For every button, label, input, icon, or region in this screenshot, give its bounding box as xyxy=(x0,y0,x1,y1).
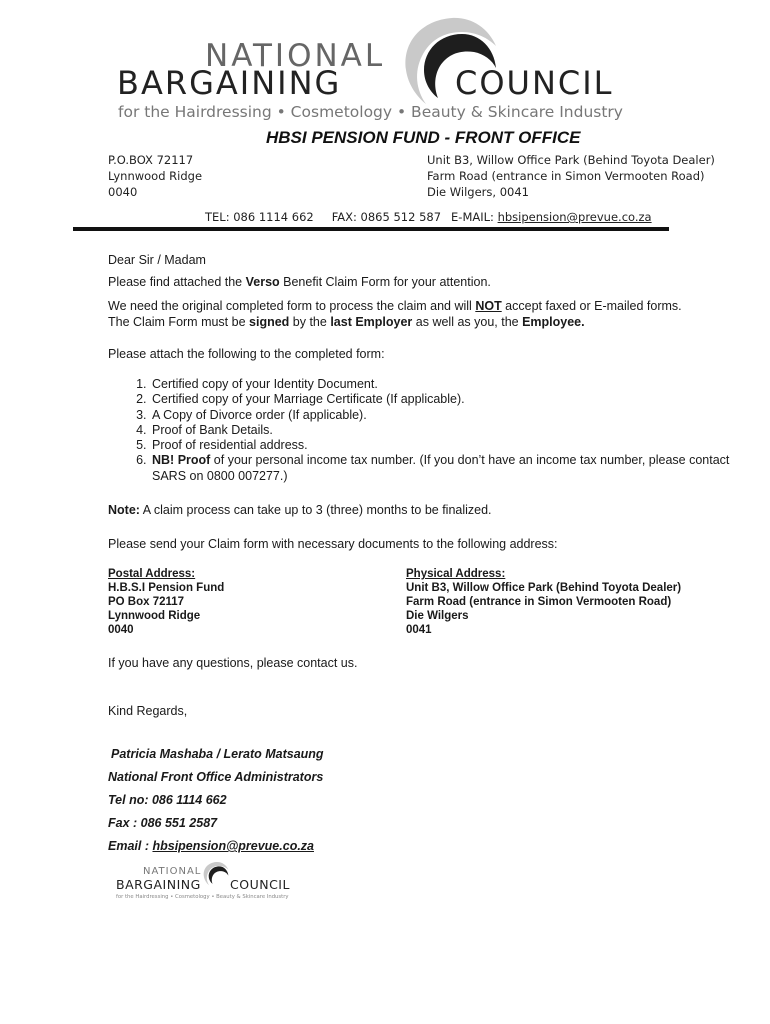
footer-logo-bargaining: BARGAINING xyxy=(116,877,201,892)
footer-logo-council: COUNCIL xyxy=(230,877,290,892)
attach-intro: Please attach the following to the completed form: xyxy=(108,347,385,361)
paragraph-original-form xyxy=(108,298,728,314)
header-contact-line xyxy=(205,210,652,224)
header-address-line: 0040 xyxy=(108,185,138,199)
header-tel: TEL: 086 1114 662 xyxy=(205,210,314,224)
text-span: as well as you, the xyxy=(412,315,523,329)
logo-council-text: COUNCIL xyxy=(455,64,614,102)
header-physical-address xyxy=(427,152,715,200)
logo-national-text: NATIONAL xyxy=(205,38,386,74)
text-bold: Verso xyxy=(245,275,280,289)
note-text: A claim process can take up to 3 (three) months to be finalized. xyxy=(139,503,492,517)
list-item: 3. A Copy of Divorce order (If applicable). xyxy=(150,408,755,423)
address-line: Lynnwood Ridge xyxy=(108,610,201,622)
header-divider xyxy=(73,227,669,231)
address-line: PO Box 72117 xyxy=(108,596,185,608)
logo-bargaining-text: BARGAINING xyxy=(117,64,342,102)
text-bold: Employee. xyxy=(522,315,585,329)
physical-address-heading: Physical Address: xyxy=(406,568,506,580)
paragraph-signed xyxy=(108,314,728,330)
footer-swoosh-logo-icon xyxy=(200,858,230,890)
header-address-line: Die Wilgers, 0041 xyxy=(427,185,529,199)
header-fax: FAX: 0865 512 587 xyxy=(331,210,442,224)
text-span: Please find attached the xyxy=(108,275,246,289)
footer-logo-subtitle: for the Hairdressing • Cosmetology • Beauty & Skincare Industry xyxy=(116,894,289,900)
list-item: 1. Certified copy of your Identity Document. xyxy=(150,377,755,392)
page-title: HBSI PENSION FUND - FRONT OFFICE xyxy=(266,128,581,147)
text-bold: NB! Proof xyxy=(152,453,211,468)
paragraph-attached xyxy=(108,274,728,290)
header-address-line: Unit B3, Willow Office Park (Behind Toyota Dealer) xyxy=(427,153,715,167)
signatory-email-line xyxy=(108,839,314,853)
text-span: accept faxed or E-mailed forms. xyxy=(501,299,682,313)
text-span: Benefit Claim Form for your attention. xyxy=(279,275,491,289)
text-bold-underlined: NOT xyxy=(475,299,502,313)
header-email-label: E-MAIL: xyxy=(451,210,494,224)
postal-address-block xyxy=(108,567,224,637)
note-label: Note: xyxy=(108,503,140,517)
signatory-email-link[interactable]: hbsipension@prevue.co.za xyxy=(152,839,314,853)
text-bold: last Employer xyxy=(330,315,413,329)
signatory-fax: Fax : 086 551 2587 xyxy=(108,816,218,830)
list-item xyxy=(150,453,755,484)
list-item: 2. Certified copy of your Marriage Certificate (If applicable). xyxy=(150,392,755,407)
signatory-email-label: Email : xyxy=(108,839,153,853)
address-line: Die Wilgers xyxy=(406,610,469,622)
text-span: by the xyxy=(289,315,331,329)
header-address-line: Farm Road (entrance in Simon Vermooten Road) xyxy=(427,169,705,183)
text-span: of your personal income tax number. (If you don’t have an income tax number, please contact SARS on 0800 007277.) xyxy=(152,453,730,483)
list-item: 4. Proof of Bank Details. xyxy=(150,423,755,438)
address-line: Unit B3, Willow Office Park (Behind Toyota Dealer) xyxy=(406,582,682,594)
address-line: Farm Road (entrance in Simon Vermooten Road) xyxy=(406,596,672,608)
postal-address-heading: Postal Address: xyxy=(108,568,196,580)
signatory-role: National Front Office Administrators xyxy=(108,770,324,784)
header-email-link[interactable]: hbsipension@prevue.co.za xyxy=(497,210,652,224)
signatory-name: Patricia Mashaba / Lerato Matsaung xyxy=(111,747,324,761)
closing-regards: Kind Regards, xyxy=(108,704,188,718)
footer-logo-national: NATIONAL xyxy=(143,866,202,877)
note xyxy=(108,502,728,518)
list-item: 5. Proof of residential address. xyxy=(150,438,755,453)
requirements-list xyxy=(108,377,755,484)
physical-address-block xyxy=(406,567,681,637)
address-line: H.B.S.I Pension Fund xyxy=(108,582,225,594)
header-address-line: P.O.BOX 72117 xyxy=(108,153,194,167)
logo-subtitle: for the Hairdressing • Cosmetology • Beauty & Skincare Industry xyxy=(118,103,623,121)
send-instructions: Please send your Claim form with necessary documents to the following address: xyxy=(108,537,558,551)
text-span: We need the original completed form to process the claim and will xyxy=(108,299,476,313)
text-span: The Claim Form must be xyxy=(108,315,250,329)
salutation: Dear Sir / Madam xyxy=(108,253,206,267)
header-address-line: Lynnwood Ridge xyxy=(108,169,203,183)
header-postal-address xyxy=(108,152,202,200)
signatory-tel: Tel no: 086 1114 662 xyxy=(108,793,227,807)
questions-text: If you have any questions, please contact us. xyxy=(108,656,358,670)
address-line: 0040 xyxy=(108,624,134,636)
text-bold: signed xyxy=(249,315,290,329)
address-line: 0041 xyxy=(406,624,432,636)
